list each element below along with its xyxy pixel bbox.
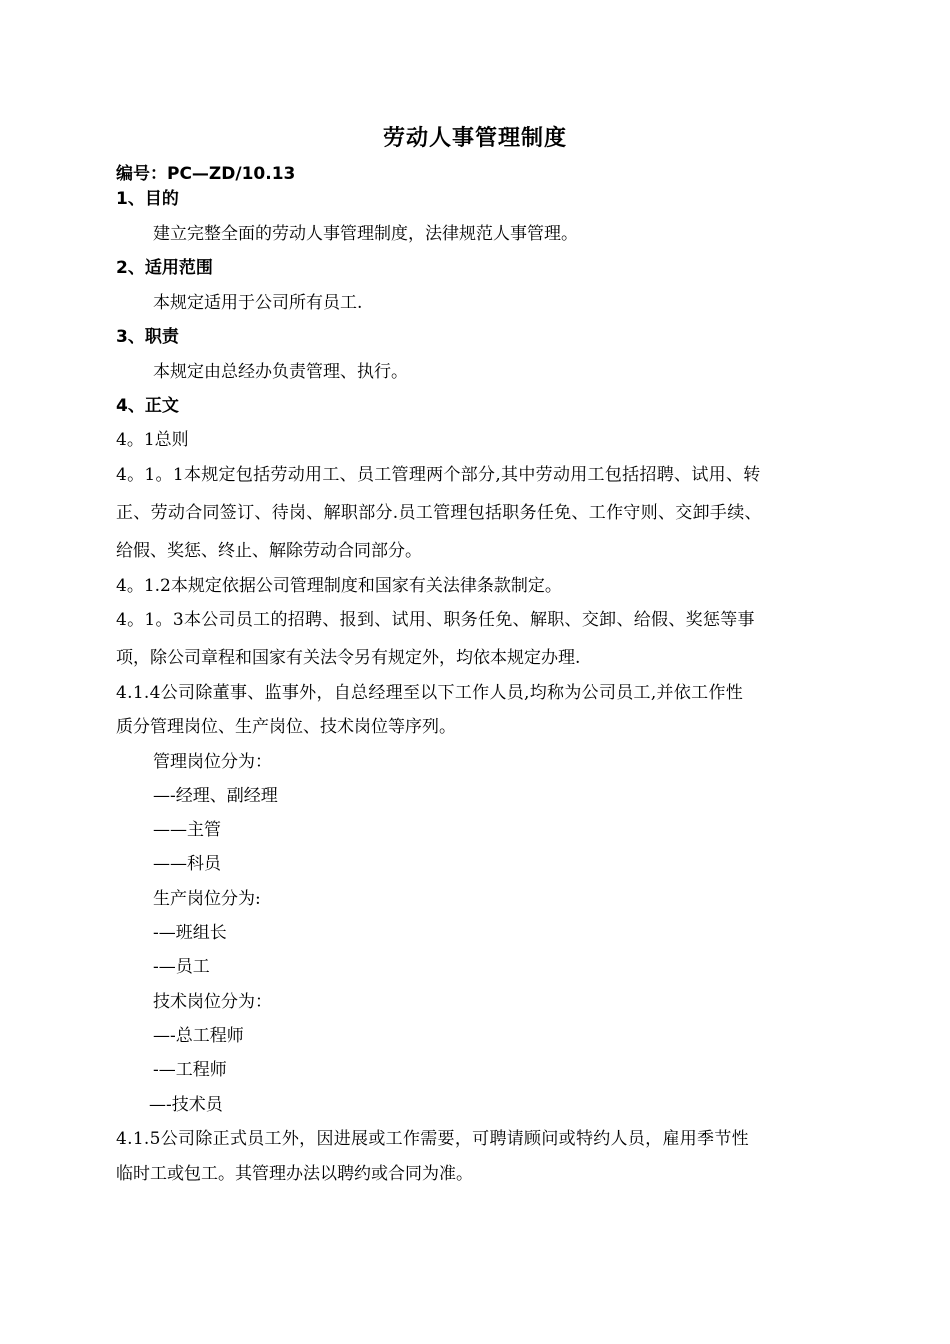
paragraph-line: 给假、奖惩、终止、解除劳动合同部分。 — [116, 541, 422, 561]
paragraph: 本规定适用于公司所有员工. — [153, 293, 363, 313]
list-item: ——主管 — [153, 820, 221, 840]
list-item: ——科员 — [153, 854, 221, 874]
paragraph: 建立完整全面的劳动人事管理制度，法律规范人事管理。 — [153, 224, 578, 244]
list-heading: 技术岗位分为： — [153, 992, 272, 1012]
list-heading: 生产岗位分为: — [153, 889, 261, 909]
list-heading: 管理岗位分为： — [153, 752, 272, 772]
list-item: —-总工程师 — [153, 1026, 244, 1046]
paragraph: 本规定由总经办负责管理、执行。 — [153, 362, 408, 382]
paragraph-line: 4。1.2本规定依据公司管理制度和国家有关法律条款制定。 — [116, 576, 562, 596]
section-heading-responsibility: 3、职责 — [116, 327, 179, 347]
paragraph-line: 4.1.4公司除董事、监事外，自总经理至以下工作人员,均称为公司员工,并依工作性 — [116, 683, 744, 703]
section-heading-purpose: 1、目的 — [116, 189, 179, 209]
section-heading-body: 4、正文 — [116, 396, 179, 416]
list-item: -—班组长 — [153, 923, 227, 943]
list-item: -—员工 — [153, 957, 210, 977]
list-item: —-技术员 — [149, 1095, 223, 1115]
paragraph-line: 质分管理岗位、生产岗位、技术岗位等序列。 — [116, 717, 456, 737]
document-title: 劳动人事管理制度 — [382, 126, 567, 151]
paragraph-line: 4。1。3本公司员工的招聘、报到、试用、职务任免、解职、交卸、给假、奖惩等事 — [116, 610, 755, 630]
document-code: 编号：PC—ZD/10.13 — [116, 164, 296, 184]
subsection-heading: 4。1总则 — [116, 430, 189, 450]
paragraph-line: 4.1.5公司除正式员工外，因进展或工作需要，可聘请顾问或特约人员，雇用季节性 — [116, 1129, 749, 1149]
paragraph-line: 正、劳动合同签订、待岗、解职部分.员工管理包括职务任免、工作守则、交卸手续、 — [116, 503, 762, 523]
list-item: -—工程师 — [153, 1060, 227, 1080]
paragraph-line: 项，除公司章程和国家有关法令另有规定外，均依本规定办理. — [116, 648, 581, 668]
list-item: —-经理、副经理 — [153, 786, 278, 806]
paragraph-line: 临时工或包工。其管理办法以聘约或合同为准。 — [116, 1164, 473, 1184]
paragraph-line: 4。1。1本规定包括劳动用工、员工管理两个部分,其中劳动用工包括招聘、试用、转 — [116, 465, 761, 485]
section-heading-scope: 2、适用范围 — [116, 258, 213, 278]
